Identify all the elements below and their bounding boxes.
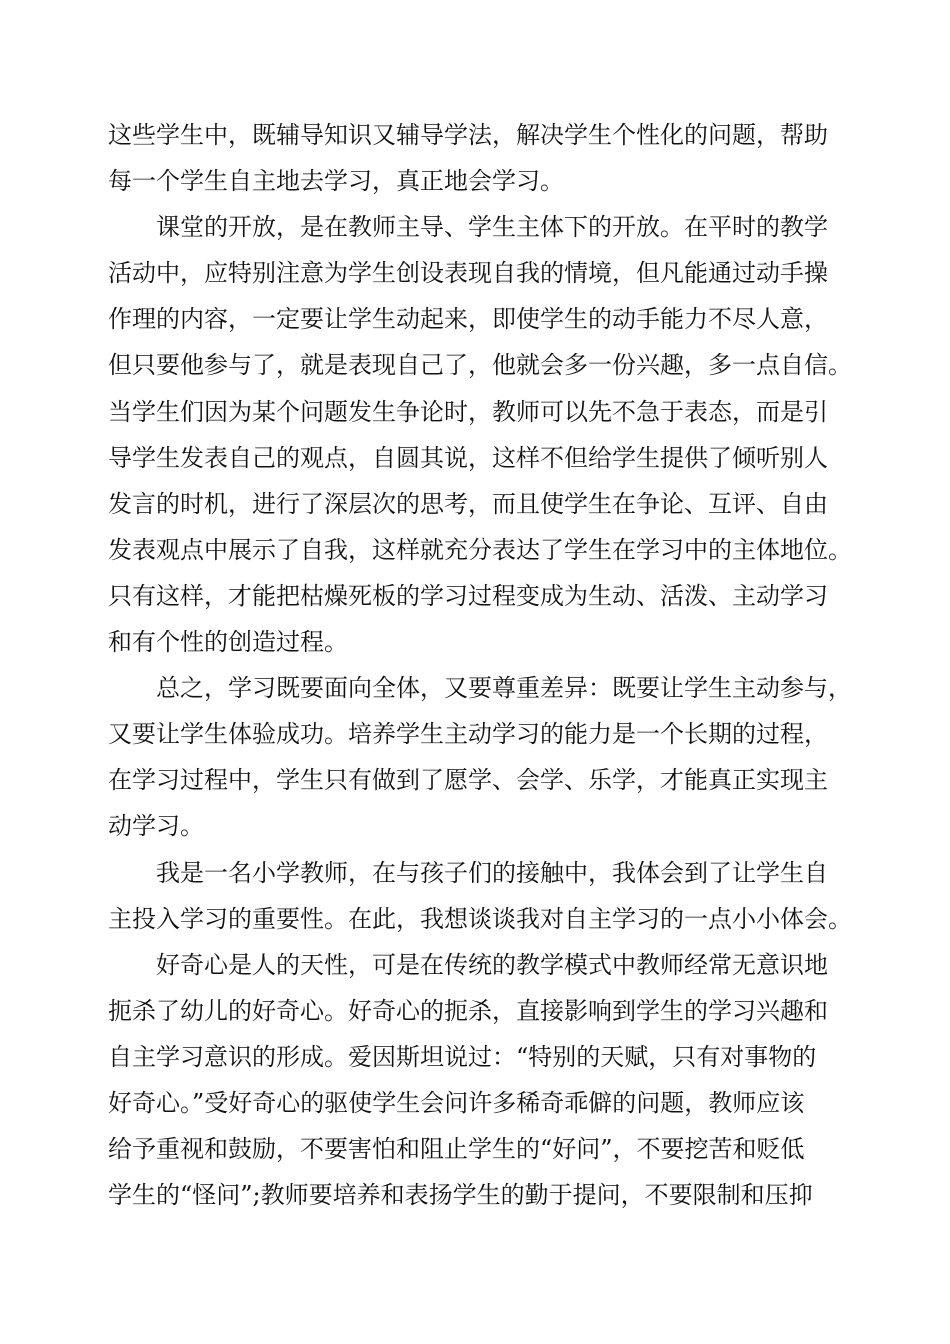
text-line: 发言的时机，进行了深层次的思考，而且使学生在争论、互评、自由 bbox=[108, 489, 828, 518]
text-line: 每一个学生自主地去学习，真正地会学习。 bbox=[108, 167, 564, 196]
paragraph-start-line: 我是一名小学教师，在与孩子们的接触中，我体会到了让学生自 bbox=[156, 858, 828, 887]
text-line: 学生的“怪问”;教师要培养和表扬学生的勤于提问，不要限制和压抑 bbox=[108, 1181, 813, 1210]
paragraph-start-line: 总之，学习既要面向全体，又要尊重差异：既要让学生主动参与， bbox=[156, 674, 852, 703]
text-line: 又要让学生体验成功。培养学生主动学习的能力是一个长期的过程， bbox=[108, 720, 828, 749]
text-line: 自主学习意识的形成。爱因斯坦说过：“特别的天赋，只有对事物的 bbox=[108, 1042, 817, 1071]
text-line: 在学习过程中，学生只有做到了愿学、会学、乐学，才能真正实现主 bbox=[108, 766, 828, 795]
text-line: 作理的内容，一定要让学生动起来，即使学生的动手能力不尽人意， bbox=[108, 305, 828, 334]
text-line: 只有这样，才能把枯燥死板的学习过程变成为生动、活泼、主动学习 bbox=[108, 581, 828, 610]
text-line: 和有个性的创造过程。 bbox=[108, 628, 348, 657]
text-line: 活动中，应特别注意为学生创设表现自我的情境，但凡能通过动手操 bbox=[108, 259, 828, 288]
text-line: 给予重视和鼓励，不要害怕和阻止学生的“好问”，不要挖苦和贬低 bbox=[108, 1135, 805, 1164]
text-line: 导学生发表自己的观点，自圆其说，这样不但给学生提供了倾听别人 bbox=[108, 443, 828, 472]
text-line: 动学习。 bbox=[108, 812, 204, 841]
text-line: 发表观点中展示了自我，这样就充分表达了学生在学习中的主体地位。 bbox=[108, 535, 852, 564]
text-line: 扼杀了幼儿的好奇心。好奇心的扼杀，直接影响到学生的学习兴趣和 bbox=[108, 996, 828, 1025]
text-line: 好奇心。”受好奇心的驱使学生会问许多稀奇乖僻的问题，教师应该 bbox=[108, 1088, 805, 1117]
text-line: 当学生们因为某个问题发生争论时，教师可以先不急于表态，而是引 bbox=[108, 397, 828, 426]
text-line: 这些学生中，既辅导知识又辅导学法，解决学生个性化的问题，帮助 bbox=[108, 121, 828, 149]
text-line: 但只要他参与了，就是表现自己了，他就会多一份兴趣，多一点自信。 bbox=[108, 351, 852, 380]
text-line: 主投入学习的重要性。在此，我想谈谈我对自主学习的一点小小体会。 bbox=[108, 904, 852, 933]
body-text bbox=[108, 112, 852, 1218]
paragraph-start-line: 课堂的开放，是在教师主导、学生主体下的开放。在平时的教学 bbox=[156, 213, 828, 242]
paragraph-start-line: 好奇心是人的天性，可是在传统的教学模式中教师经常无意识地 bbox=[156, 950, 828, 979]
